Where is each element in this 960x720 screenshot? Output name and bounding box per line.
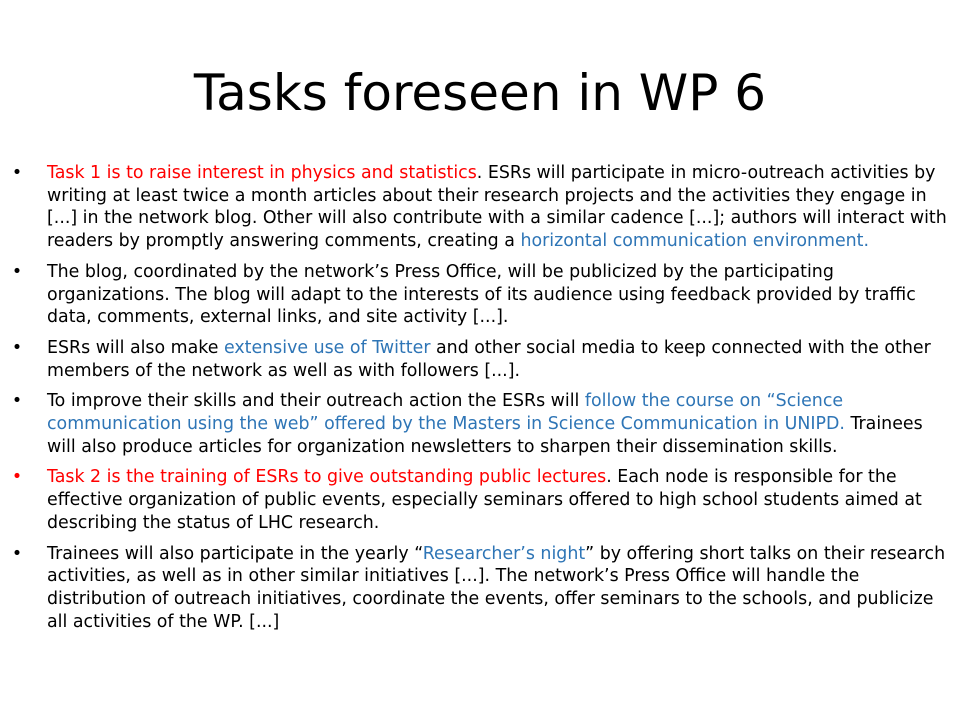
- bullet-text-highlight: Researcher’s night: [422, 543, 586, 564]
- bullet-marker: •: [11, 337, 23, 358]
- bullet-item: [11, 337, 952, 382]
- bullet-text-highlight: Task 2 is the training of ESRs to give outstanding public lectures: [47, 467, 607, 488]
- bullet-text: ESRs will also make: [47, 337, 224, 358]
- bullet-text: Trainees will also participate in the yearly “: [47, 543, 423, 564]
- bullet-item: [11, 466, 952, 534]
- bullet-item: [11, 390, 952, 458]
- bullet-marker: •: [11, 391, 23, 412]
- bullet-marker: •: [11, 261, 23, 282]
- bullet-item: [11, 162, 952, 253]
- bullet-marker: •: [11, 467, 23, 488]
- bullet-text: Trainees will also produce articles for organization newsletters to sharpen their dissemination skills.: [47, 414, 923, 457]
- bullet-text: and other social media to keep connected with the other members of the network as well as with followers [...].: [47, 337, 931, 381]
- bullet-item: [11, 261, 952, 329]
- bullet-marker: •: [11, 543, 23, 564]
- bullet-marker: •: [11, 163, 23, 183]
- bullet-text: To improve their skills and their outreach action the ESRs will: [47, 391, 585, 412]
- bullet-text-highlight: Task 1 is to raise interest in physics and statistics: [47, 163, 477, 183]
- slide-title: Tasks foreseen in WP 6: [193, 64, 767, 122]
- bullet-text-highlight: extensive use of Twitter: [223, 337, 431, 358]
- bullet-text: The blog, coordinated by the network’s Press Office, will be publicized by the participating organizations. The blog will adapt to the interests of its audience using feedback provided by traffic data, comments, external links, and site activity [...].: [47, 261, 916, 328]
- bullet-text-highlight: follow the course on “Science communication using the web” offered by the Masters in Science Communication in UNIPD.: [47, 391, 845, 435]
- bullet-text: ” by offering short talks on their research activities, as well as in other similar initiatives [...]. The network’s Press Office will handle the distribution of outreach initiatives, coordinate the events, offer seminars to the schools, and publicize all activities of the WP. [...]: [47, 543, 946, 632]
- bullet-item: [11, 543, 952, 634]
- bullet-text: . ESRs will participate in micro-outreach activities by writing at least twice a month articles about their research projects and the activities they engage in [...] in the network blog. Other will also contribute with a similar cadence [...]; authors will interact with readers by promptly answering comments, creating a: [47, 163, 947, 252]
- bullet-text-highlight: horizontal communication environment.: [520, 231, 870, 252]
- bullet-list: [11, 162, 952, 641]
- bullet-text: . Each node is responsible for the effective organization of public events, especially seminars offered to high school students aimed at describing the status of LHC research.: [47, 467, 922, 533]
